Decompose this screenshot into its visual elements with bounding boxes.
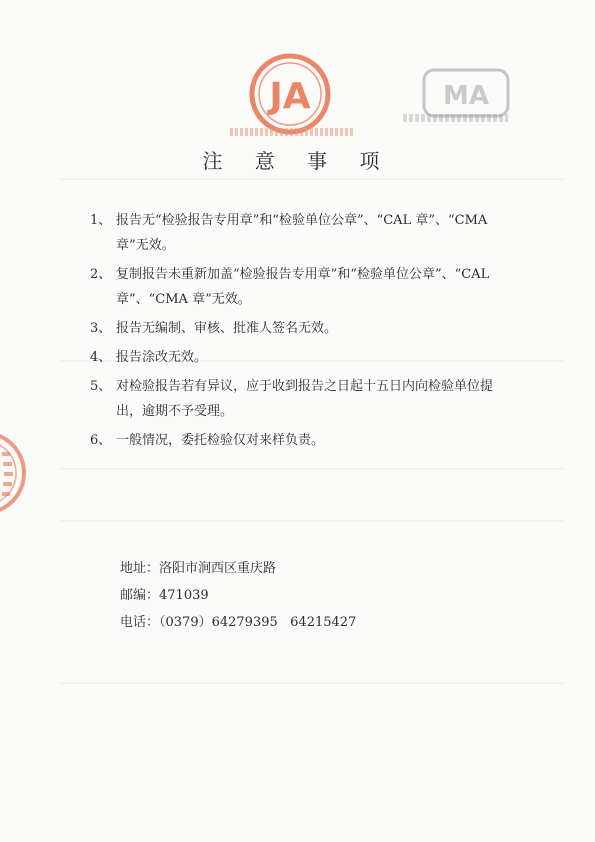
bleed-line xyxy=(60,178,565,180)
note-text-continued: 出，逾期不予受理。 xyxy=(116,404,234,419)
cma-logo-text: MA xyxy=(443,81,489,111)
note-number: 1、 xyxy=(90,213,112,228)
ja-certification-logo xyxy=(248,52,332,136)
bleed-line xyxy=(60,468,565,470)
note-number: 2、 xyxy=(90,267,112,282)
note-text-continued: 章”、“CMA 章”无效。 xyxy=(116,292,251,307)
ja-logo-text: JA xyxy=(269,76,311,117)
note-text: 一般情况，委托检验仅对来样负责。 xyxy=(116,433,325,448)
note-item xyxy=(90,262,530,312)
postcode-line: 邮编：471039 xyxy=(120,588,209,603)
note-number: 6、 xyxy=(90,433,112,448)
note-text: 对检验报告若有异议，应于收到报告之日起十五日内向检验单位提 xyxy=(116,379,494,394)
red-seal-partial xyxy=(0,430,28,516)
note-item xyxy=(90,208,530,258)
note-number: 3、 xyxy=(90,321,112,336)
note-text: 报告无“检验报告专用章”和“检验单位公章”、“CAL 章”、“CMA xyxy=(116,213,488,228)
note-text: 报告无编制、审核、批准人签名无效。 xyxy=(116,321,338,336)
phone-line: 电话：（0379）64279395 64215427 xyxy=(120,615,357,630)
cma-code xyxy=(403,114,508,122)
notes-list xyxy=(90,208,530,457)
bleed-line xyxy=(60,520,565,522)
note-number: 4、 xyxy=(90,350,112,365)
bleed-line xyxy=(60,682,565,684)
address-line: 地址：洛阳市涧西区重庆路 xyxy=(120,561,277,576)
note-item xyxy=(90,345,530,370)
note-text: 报告涂改无效。 xyxy=(116,350,208,365)
note-number: 5、 xyxy=(90,379,112,394)
ja-logo-caption xyxy=(230,128,354,136)
note-item xyxy=(90,428,530,453)
note-text: 复制报告未重新加盖“检验报告专用章”和“检验单位公章”、“CAL xyxy=(116,267,490,282)
note-item xyxy=(90,374,530,424)
page-title: 注 意 事 项 xyxy=(202,149,393,173)
note-item xyxy=(90,316,530,341)
note-text-continued: 章”无效。 xyxy=(116,238,175,253)
contact-info xyxy=(120,555,356,636)
